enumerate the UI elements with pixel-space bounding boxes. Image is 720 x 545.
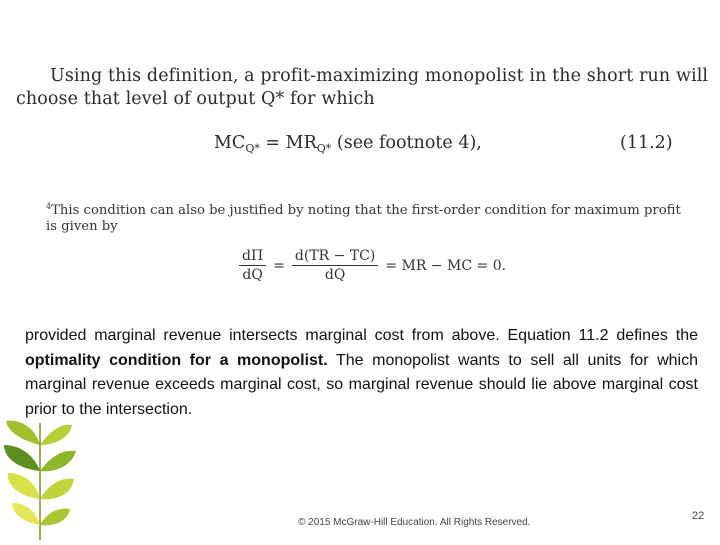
body-text-part-2: The monopolist wants to sell all units for which marginal revenue exceeds marginal cost, so marginal revenue should lie above marginal cost prior to the intersection.: [25, 351, 698, 418]
excerpt-line-1: Using this definition, a profit-maximizing monopolist in the short run will: [50, 66, 709, 86]
copyright-footer: © 2015 McGraw-Hill Education. All Rights Reserved.: [298, 517, 531, 528]
footnote-marker: 4: [46, 202, 52, 211]
eq-lhs-sub: Q*: [245, 142, 260, 155]
fraction-denominator: dQ: [242, 267, 263, 283]
footnote-equation: [236, 248, 510, 283]
body-paragraph: [25, 324, 698, 422]
excerpt-line-2: choose that level of output Q* for which: [16, 89, 375, 109]
fraction-dtrtc-dq: [292, 248, 378, 283]
body-text-part-1: provided marginal revenue intersects marginal cost from above. Equation 11.2 defines the: [25, 327, 698, 344]
footnote: [46, 199, 686, 235]
eq-rhs: MR: [285, 133, 317, 153]
eq-lhs: MC: [214, 133, 246, 153]
fraction-numerator: dΠ: [239, 248, 266, 266]
fraction-denominator: dQ: [324, 267, 346, 283]
eq-rhs-sub: Q*: [316, 142, 332, 155]
equals-sign: =: [273, 257, 285, 274]
equation-remainder: = MR − MC = 0.: [385, 257, 507, 274]
footnote-text: This condition can also be justified by noting that the first-order condition for maximum profit is given by: [46, 203, 681, 234]
eq-note: (see footnote 4),: [336, 133, 482, 153]
page-number: 22: [692, 510, 705, 522]
ginkgo-leaves-icon: [0, 415, 80, 540]
body-text-bold: optimality condition for a monopolist.: [25, 351, 328, 369]
fraction-dpi-dq: [239, 248, 266, 283]
eq-sign: =: [265, 133, 281, 153]
equation-number: (11.2): [620, 133, 673, 153]
fraction-numerator: d(TR − TC): [292, 248, 378, 266]
equation-11-2: [214, 133, 482, 155]
